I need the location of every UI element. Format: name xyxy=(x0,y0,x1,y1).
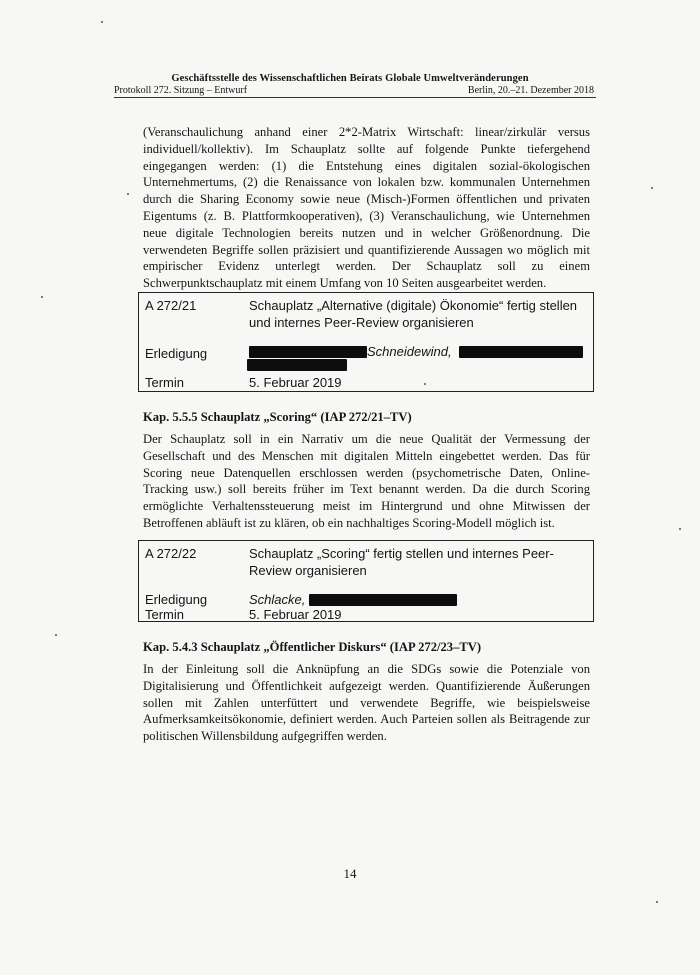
erledigung-value xyxy=(249,343,585,360)
scan-speck xyxy=(424,383,426,385)
redaction-bar xyxy=(249,346,367,358)
header-title: Geschäftsstelle des Wissenschaftlichen Beirats Globale Umweltveränderungen xyxy=(171,73,529,84)
section-heading-scoring: Kap. 5.5.5 Schauplatz „Scoring“ (IAP 272/21–TV) xyxy=(143,410,412,424)
termin-value: 5. Februar 2019 xyxy=(249,375,342,390)
page-number: 14 xyxy=(343,866,357,881)
erledigung-name: Schneidewind, xyxy=(367,344,452,359)
task-box-a272-22 xyxy=(138,540,594,622)
header-date: Berlin, 20.–21. Dezember 2018 xyxy=(467,85,594,96)
erledigung-label: Erledigung xyxy=(145,592,208,607)
task-id: A 272/21 xyxy=(145,298,197,313)
task-description: Schauplatz „Scoring“ fertig stellen und internes Peer-Review organisieren xyxy=(249,546,554,578)
task-box-a272-21 xyxy=(138,292,594,392)
redaction-bar xyxy=(247,359,347,371)
redaction-bar xyxy=(459,346,583,358)
scan-speck xyxy=(41,296,43,298)
erledigung-name: Schlacke, xyxy=(249,592,306,607)
scan-speck xyxy=(679,528,681,530)
termin-label: Termin xyxy=(145,375,185,390)
task-description: Schauplatz „Alternative (digitale) Ökonomie“ fertig stellen und internes Peer-Review organisieren xyxy=(249,298,578,330)
diskurs-paragraph: In der Einleitung soll die Anknüpfung an die SDGs sowie die Potenziale von Digitalisierung und Öffentlichkeit aufgezeigt werden. Quantifizierende Äußerungen sollen mit Zahlen unterfüttert und verwendete Begriffe, wie beispielsweise Aufmerksamkeitsökonomie, definiert werden. Auch Parteien sollen als Beitragende zur politischen Willensbildung aufgegriffen werden. xyxy=(143,662,590,744)
scoring-paragraph: Der Schauplatz soll in ein Narrativ um die neue Qualität der Vermessung der Gesellschaft und des Menschen mit digitalen Mitteln eingebettet werden. Das für Scoring neue Datenquellen erschlossen werden (psychometrische Daten, Online-Tracking usw.) soll bereits früher im Text benannt werden. Da die durch Scoring ermöglichte Verhaltenssteuerung meist im Hintergrund und ohne Mitwissen der Betroffenen abläuft ist zu klären, ob ein nachhaltiges Scoring-Modell möglich ist. xyxy=(143,432,590,530)
scan-speck xyxy=(656,901,658,903)
termin-value: 5. Februar 2019 xyxy=(249,607,342,622)
header-rule xyxy=(114,97,596,98)
scan-speck xyxy=(127,193,129,195)
section-heading-diskurs: Kap. 5.4.3 Schauplatz „Öffentlicher Diskurs“ (IAP 272/23–TV) xyxy=(143,640,482,654)
task-id: A 272/22 xyxy=(145,546,197,561)
scan-speck xyxy=(651,187,653,189)
scan-speck xyxy=(101,21,103,23)
header-row xyxy=(114,85,594,96)
erledigung-label: Erledigung xyxy=(145,346,208,361)
header-protocol: Protokoll 272. Sitzung – Entwurf xyxy=(114,85,248,96)
termin-label: Termin xyxy=(145,607,185,622)
redaction-bar xyxy=(309,594,457,606)
scan-speck xyxy=(55,634,57,636)
intro-paragraph: (Veranschaulichung anhand einer 2*2-Matrix Wirtschaft: linear/zirkulär versus individuell/kollektiv). Im Schauplatz sollte auf folgende Punkte tiefergehend eingegangen werden: (1) die Entstehung eines digitalen sozial-ökologischen Unternehmertums, (2) die Renaissance von lokalen bzw. kommunalen Unternehmen durch die Sharing Economy sowie neue (Misch-)Formen öffentlichen und privaten Eigentums (z. B. Plattformkooperativen), (3) Veranschaulichung, wie Unternehmen neue digitale Technologien bereits nutzen und in welcher Größenordnung. Die verwendeten Begriffe sollen präzisiert und quantifizierende Aussagen wo möglich mit empirischer Evidenz unterlegt werden. Der Schauplatz soll zu einem Schwerpunktschauplatz mit einem Umfang von 10 Seiten ausgearbeitet werden. xyxy=(143,125,590,291)
